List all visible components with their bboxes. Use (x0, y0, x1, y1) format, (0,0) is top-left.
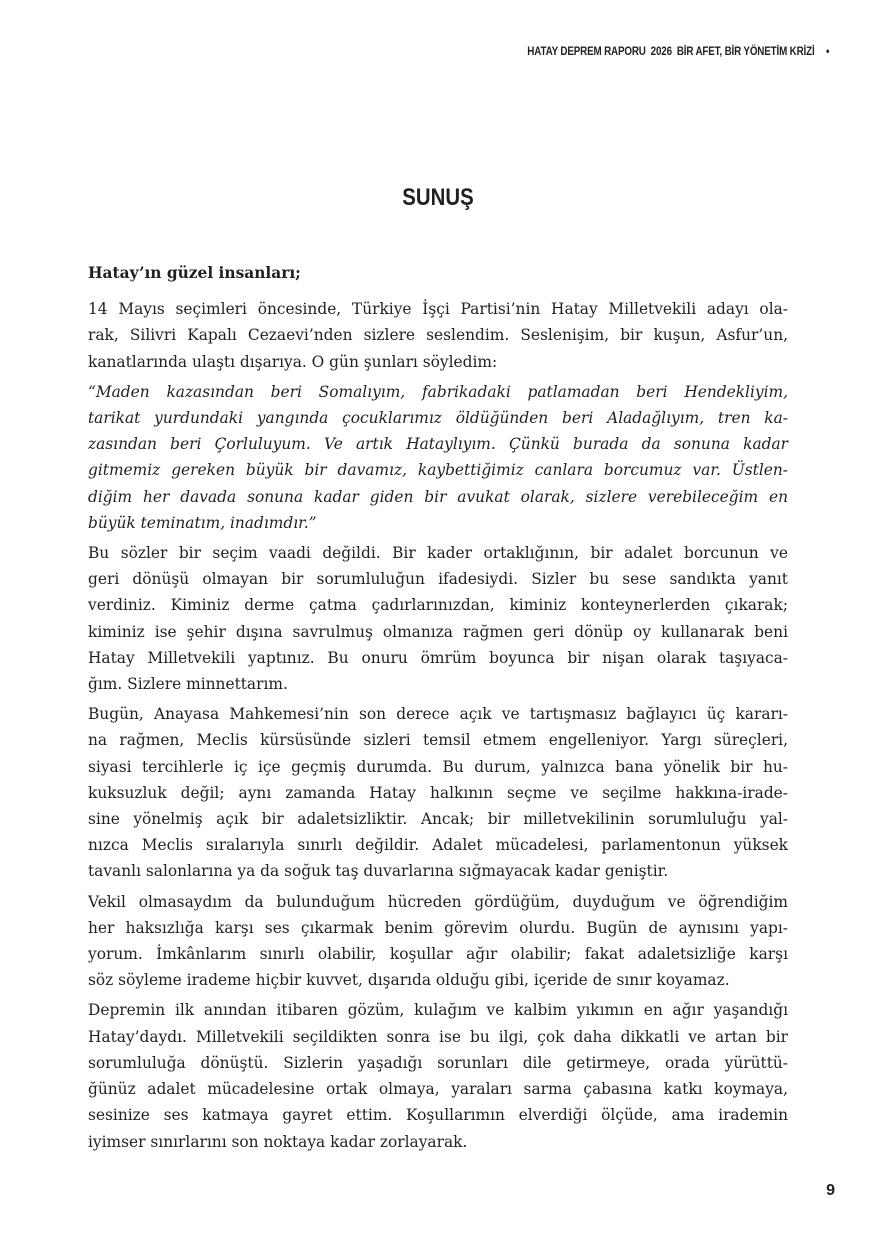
text-line: na rağmen, Meclis kürsüsünde sizleri temsil etmem engelleniyor. Yargı süreçleri, (88, 731, 788, 750)
report-name: HATAY DEPREM RAPORU (526, 44, 646, 58)
greeting: Hatay’ın güzel insanları; (88, 264, 301, 282)
text-line: sorumluluğa dönüştü. Sizlerin yaşadığı sorunları dile getirmeye, orada yürüttü- (88, 1053, 788, 1072)
paragraph (88, 997, 788, 1154)
paragraph (88, 701, 788, 884)
page-number: 9 (826, 1182, 835, 1199)
report-year: 2026 (650, 44, 672, 58)
text-line: iyimser sınırlarını son noktaya kadar zorlayarak. (88, 1132, 468, 1151)
text-line: siyasi tercihlerle iç içe geçmiş durumda. Bu durum, yalnızca bana yönelik bir hu- (88, 757, 788, 776)
text-line: tavanlı salonlarına ya da soğuk taş duvarlarına sığmayacak kadar geniştir. (88, 862, 669, 881)
text-line: Hatay Milletvekili yaptınız. Bu onuru ömrüm boyunca bir nişan olarak taşıyaca- (88, 648, 788, 667)
text-line: rak, Silivri Kapalı Cezaevi’nden sizlere seslendim. Seslenişim, bir kuşun, Asfur’un, (88, 326, 788, 345)
text-line: ğım. Sizlere minnettarım. (88, 675, 288, 694)
text-line: 14 Mayıs seçimleri öncesinde, Türkiye İşçi Partisi’nin Hatay Milletvekili adayı ola- (88, 300, 788, 319)
text-line: kiminiz ise şehir dışına savrulmuş olmanıza rağmen geri dönüp oy kullanarak beni (88, 622, 788, 641)
body-text (88, 260, 788, 1159)
paragraph (88, 540, 788, 697)
text-line: zasından beri Çorluluyum. Ve artık Hataylıyım. Çünkü burada da sonuna kadar (88, 435, 788, 454)
report-subtitle: BİR AFET, BİR YÖNETİM KRİZİ (676, 44, 815, 58)
text-line: büyük teminatım, inadımdır.” (88, 513, 317, 532)
paragraph (88, 296, 788, 375)
text-line: sesinize ses katmaya gayret ettim. Koşullarımın elverdiği ölçüde, ama irademin (88, 1106, 788, 1125)
text-line: ğünüz adalet mücadelesine ortak olmaya, yaraları sarma çabasına katkı koymaya, (88, 1080, 788, 1099)
text-line: kanatlarında ulaştı dışarıya. O gün şunları söyledim: (88, 352, 498, 371)
text-line: Depremin ilk anından itibaren gözüm, kulağım ve kalbim yıkımın en ağır yaşandığı (88, 1001, 788, 1020)
text-line: Vekil olmasaydım da bulunduğum hücreden gördüğüm, duyduğum ve öğrendiğim (88, 892, 788, 911)
page-title: SUNUŞ (402, 184, 475, 211)
text-line: Hatay’daydı. Milletvekili seçildikten sonra ise bu ilgi, çok daha dikkatli ve artan bir (88, 1027, 788, 1046)
text-line: Bugün, Anayasa Mahkemesi’nin son derece açık ve tartışmasız bağlayıcı üç kararı- (88, 705, 788, 724)
text-line: “Maden kazasından beri Somalıyım, fabrikadaki patlamadan beri Hendekliyim, (88, 382, 788, 401)
text-line: yorum. İmkânlarım sınırlı olabilir, koşullar ağır olabilir; fakat adaletsizliğe karşı (88, 945, 788, 964)
quote-paragraph (88, 379, 788, 536)
text-line: nızca Meclis sıralarıyla sınırlı değildir. Adalet mücadelesi, parlamentonun yüksek (88, 836, 788, 855)
text-line: geri dönüşü olmayan bir sorumluluğun ifadesiydi. Sizler bu sese sandıkta yanıt (88, 570, 788, 589)
text-line: tarikat yurdundaki yangında çocuklarımız öldüğünden beri Aladağlıyım, tren ka- (88, 409, 788, 428)
text-line: diğim her davada sonuna kadar giden bir avukat olarak, sizlere verebileceğim en (88, 487, 788, 506)
text-line: gitmemiz gereken büyük bir davamız, kaybettiğimiz canlara borcumuz var. Üstlen- (88, 461, 788, 480)
bullet-icon: • (825, 44, 829, 58)
running-header (527, 44, 829, 58)
text-line: Bu sözler bir seçim vaadi değildi. Bir kader ortaklığının, bir adalet borcunun ve (88, 544, 788, 563)
text-line: her haksızlığa karşı ses çıkarmak benim görevim olurdu. Bugün de aynısını yapı- (88, 918, 788, 937)
text-line: kuksuzluk değil; aynı zamanda Hatay halkının seçme ve seçilme hakkına-irade- (88, 783, 788, 802)
text-line: söz söyleme irademe hiçbir kuvvet, dışarıda olduğu gibi, içeride de sınır koyamaz. (88, 971, 730, 990)
text-line: verdiniz. Kiminiz derme çatma çadırlarınızdan, kiminiz konteynerlerden çıkarak; (88, 596, 788, 615)
paragraph (88, 889, 788, 994)
text-line: sine yönelmiş açık bir adaletsizliktir. Ancak; bir milletvekilinin sorumluluğu yal- (88, 810, 788, 829)
